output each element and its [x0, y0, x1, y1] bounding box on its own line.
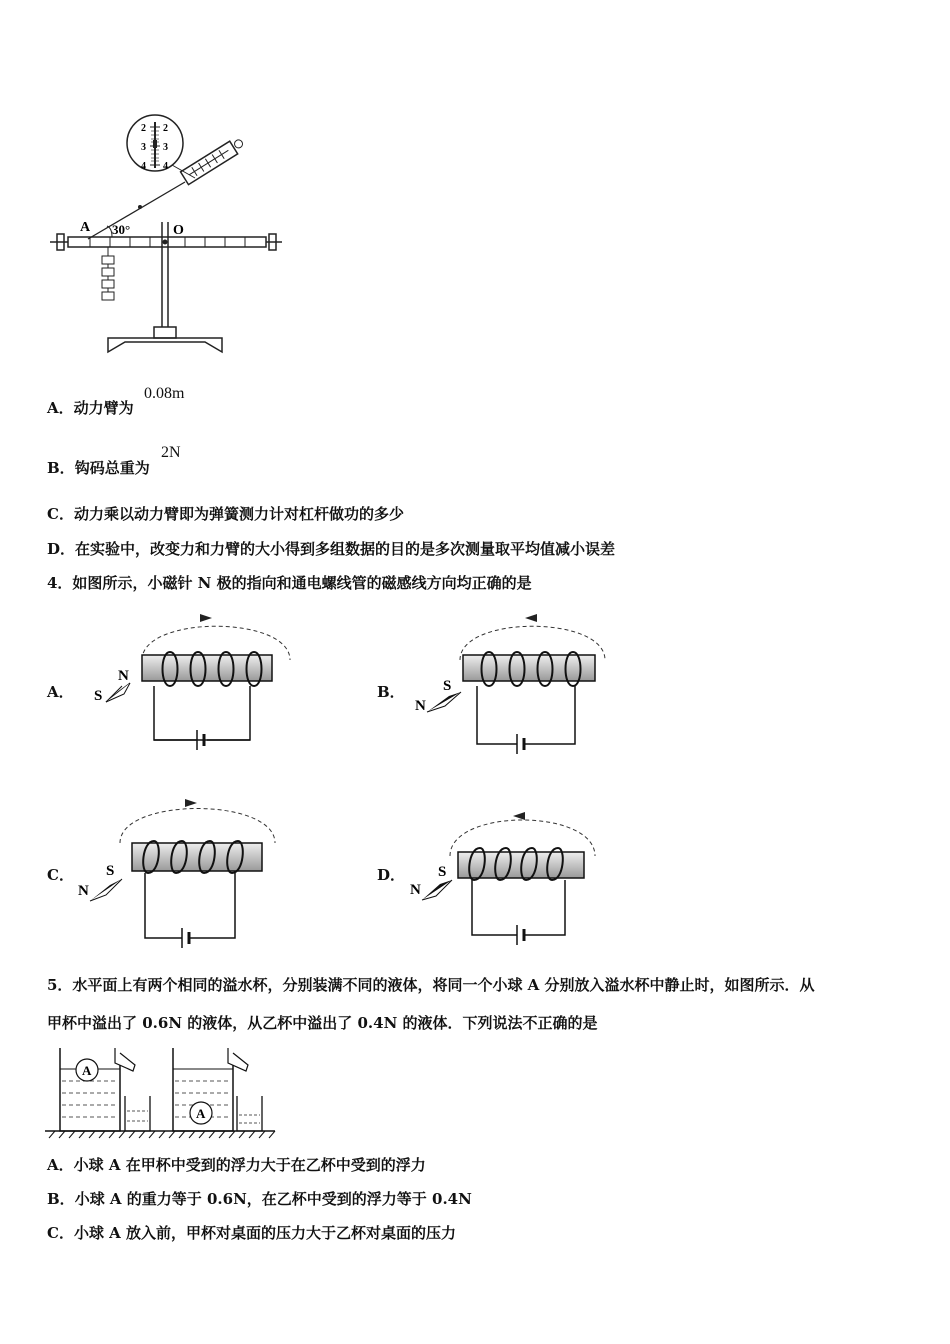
needle-n-label: N — [118, 668, 129, 684]
q4-option-a-letter[interactable]: A． — [47, 683, 74, 701]
option-letter: C． — [47, 1224, 74, 1242]
option-letter: C． — [47, 505, 74, 523]
needle-s-label: S — [106, 863, 115, 879]
q4-option-b-letter[interactable]: B． — [377, 683, 405, 701]
q5-stem-line2: 甲杯中溢出了 0.6N 的液体，从乙杯中溢出了 0.4N 的液体．下列说法不正确的是 — [47, 1014, 598, 1032]
meter-tick: 2 — [141, 123, 146, 134]
q5-option-a[interactable] — [47, 1154, 426, 1175]
q5-stem-line1: 5．水平面上有两个相同的溢水杯，分别装满不同的液体，将同一个小球 A 分别放入溢水杯中静止时，如图所示．从 — [47, 976, 815, 994]
option-letter: B． — [47, 459, 75, 477]
q4-option-c-letter[interactable]: C． — [47, 866, 74, 884]
option-letter: A． — [47, 399, 74, 417]
option-letter: A． — [47, 1156, 74, 1174]
ball-label-a: A — [82, 1063, 92, 1078]
needle-n-label: N — [78, 883, 89, 899]
meter-tick: 4 — [141, 161, 146, 172]
option-text: 动力臂为 — [73, 399, 134, 417]
q3-option-a[interactable] — [47, 397, 134, 418]
option-text: 钩码总重为 — [74, 459, 150, 477]
q5-option-c[interactable] — [47, 1222, 456, 1243]
needle-s-label: S — [438, 864, 447, 880]
lever-label-o: O — [173, 223, 184, 238]
option-text: 小球 A 的重力等于 0.6N，在乙杯中受到的浮力等于 0.4N — [74, 1190, 472, 1208]
needle-s-label: S — [94, 688, 103, 704]
meter-tick: 2 — [163, 123, 168, 134]
solenoid-diagram-b — [405, 610, 665, 750]
option-text: 动力乘以动力臂即为弹簧测力计对杠杆做功的多少 — [73, 505, 404, 523]
option-letter: D． — [47, 540, 76, 558]
ball-label-a: A — [196, 1106, 206, 1121]
needle-n-label: N — [410, 882, 421, 898]
q3-option-a-value: 0.08m — [144, 385, 185, 402]
meter-tick: 3 — [141, 142, 146, 153]
option-text: 小球 A 在甲杯中受到的浮力大于在乙杯中受到的浮力 — [73, 1156, 426, 1174]
solenoid-diagram-a — [80, 610, 340, 750]
q4-option-d-letter[interactable]: D． — [377, 866, 406, 884]
solenoid-diagram-d — [400, 800, 660, 950]
option-letter: B． — [47, 1190, 75, 1208]
q3-option-b[interactable] — [47, 457, 150, 478]
lever-experiment-figure — [0, 0, 950, 380]
q3-option-c[interactable] — [47, 503, 404, 524]
lever-label-a: A — [80, 220, 91, 235]
q4-stem: 4．如图所示，小磁针 N 极的指向和通电螺线管的磁感线方向均正确的是 — [47, 574, 532, 592]
needle-s-label: S — [443, 678, 452, 694]
overflow-cups-figure — [45, 1043, 285, 1138]
q3-option-b-value: 2N — [161, 444, 181, 461]
needle-n-label: N — [415, 698, 426, 714]
lever-label-angle: 30° — [112, 222, 131, 237]
option-text: 小球 A 放入前，甲杯对桌面的压力大于乙杯对桌面的压力 — [73, 1224, 457, 1242]
meter-tick: 4 — [163, 161, 168, 172]
meter-tick: 3 — [163, 142, 168, 153]
solenoid-diagram-c — [70, 795, 330, 945]
q3-option-d[interactable] — [47, 538, 615, 559]
q5-option-b[interactable] — [47, 1188, 472, 1209]
option-text: 在实验中，改变力和力臂的大小得到多组数据的目的是多次测量取平均值减小误差 — [75, 540, 616, 558]
